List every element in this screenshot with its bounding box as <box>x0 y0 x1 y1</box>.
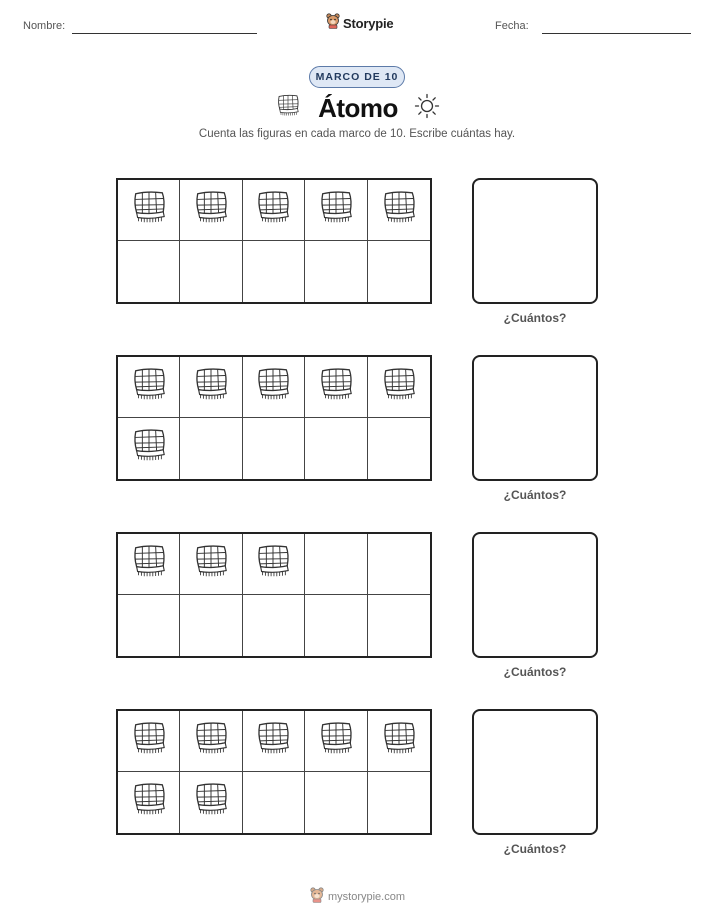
title-row <box>0 90 714 126</box>
ten-frame-cell <box>118 595 180 656</box>
blanket-icon <box>128 543 170 586</box>
bear-mascot-icon <box>310 887 324 906</box>
answer-box[interactable] <box>472 178 598 304</box>
ten-frame <box>116 532 432 658</box>
ten-frame-cell <box>180 711 242 772</box>
blanket-icon <box>378 189 420 232</box>
blanket-icon <box>315 720 357 763</box>
ten-frame-cell <box>243 241 305 302</box>
ten-frame-cell <box>305 711 367 772</box>
blanket-icon <box>274 93 302 124</box>
instructions: Cuenta las figuras en cada marco de 10. Escribe cuántas hay. <box>198 128 516 140</box>
question-label: ¿Cuántos? <box>503 665 567 679</box>
blanket-icon <box>128 720 170 763</box>
answer-box[interactable] <box>472 355 598 481</box>
ten-frame-cell <box>180 534 242 595</box>
blanket-icon <box>252 189 294 232</box>
ten-frame-cell <box>368 534 430 595</box>
ten-frame-cell <box>368 772 430 833</box>
ten-frame-cell <box>305 595 367 656</box>
ten-frame-cell <box>305 772 367 833</box>
blanket-icon <box>128 366 170 409</box>
footer <box>310 887 405 906</box>
ten-frame-cell <box>305 418 367 479</box>
ten-frame-cell <box>243 418 305 479</box>
ten-frame-cell <box>305 180 367 241</box>
ten-frame-cell <box>368 241 430 302</box>
ten-frame-cell <box>368 595 430 656</box>
bear-mascot-icon <box>326 13 340 34</box>
ten-frame-cell <box>243 772 305 833</box>
sun-icon <box>414 93 440 124</box>
ten-frame-cell <box>180 357 242 418</box>
ten-frame-cell <box>305 357 367 418</box>
logo-text: Storypie <box>343 16 394 31</box>
ten-frame-cell <box>180 418 242 479</box>
blanket-icon <box>252 720 294 763</box>
storypie-logo <box>326 13 393 34</box>
blanket-icon <box>190 781 232 824</box>
question-label: ¿Cuántos? <box>503 311 567 325</box>
ten-frame-cell <box>368 357 430 418</box>
name-label: Nombre: <box>23 20 66 32</box>
blanket-icon <box>128 781 170 824</box>
ten-frame-cell <box>368 711 430 772</box>
ten-frame-cell <box>180 241 242 302</box>
ten-frame-cell <box>243 711 305 772</box>
ten-frame-cell <box>118 241 180 302</box>
ten-frame <box>116 178 432 304</box>
ten-frame-cell <box>305 534 367 595</box>
ten-frame-cell <box>368 418 430 479</box>
blanket-icon <box>252 366 294 409</box>
ten-frame-cell <box>305 241 367 302</box>
blanket-icon <box>252 543 294 586</box>
ten-frame-cell <box>118 357 180 418</box>
blanket-icon <box>315 366 357 409</box>
page-title: Átomo <box>318 92 398 123</box>
blanket-icon <box>190 720 232 763</box>
ten-frame-cell <box>243 357 305 418</box>
footer-url: mystorypie.com <box>328 890 406 903</box>
answer-box[interactable] <box>472 709 598 835</box>
name-line[interactable] <box>72 33 257 34</box>
blanket-icon <box>378 720 420 763</box>
question-label: ¿Cuántos? <box>503 488 567 502</box>
blanket-icon <box>128 189 170 232</box>
ten-frame-cell <box>118 711 180 772</box>
ten-frame-cell <box>243 180 305 241</box>
question-label: ¿Cuántos? <box>503 842 567 856</box>
date-line[interactable] <box>542 33 691 34</box>
ten-frame <box>116 355 432 481</box>
blanket-icon <box>378 366 420 409</box>
blanket-icon <box>190 543 232 586</box>
ten-frame-cell <box>118 534 180 595</box>
ten-frame-cell <box>180 772 242 833</box>
blanket-icon <box>190 366 232 409</box>
blanket-icon <box>190 189 232 232</box>
blanket-icon <box>315 189 357 232</box>
ten-frame-cell <box>118 772 180 833</box>
ten-frame-cell <box>243 534 305 595</box>
marco-badge: MARCO DE 10 <box>309 66 405 88</box>
ten-frame-cell <box>118 180 180 241</box>
blanket-icon <box>128 427 170 470</box>
ten-frame <box>116 709 432 835</box>
ten-frame-cell <box>180 595 242 656</box>
ten-frame-cell <box>180 180 242 241</box>
ten-frame-cell <box>118 418 180 479</box>
ten-frame-cell <box>368 180 430 241</box>
date-label: Fecha: <box>495 20 529 32</box>
ten-frame-cell <box>243 595 305 656</box>
answer-box[interactable] <box>472 532 598 658</box>
